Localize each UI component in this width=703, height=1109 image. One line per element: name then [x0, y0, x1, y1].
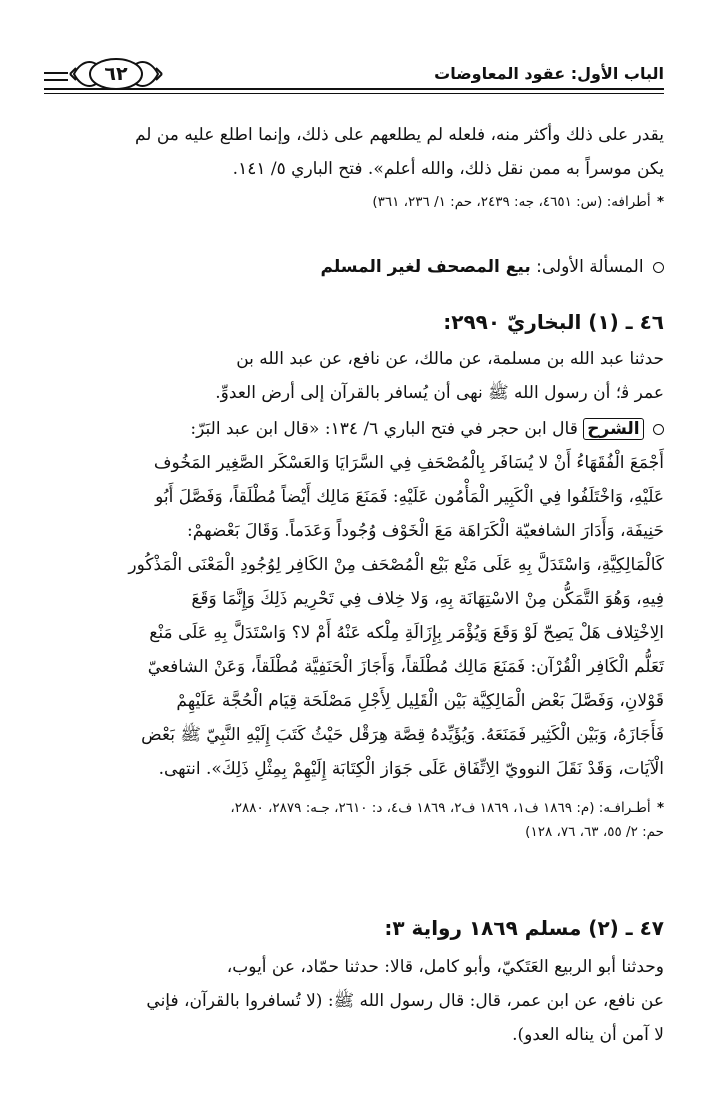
- sharh-line: الْآيَات، وَقَدْ نَقَلَ النوويّ الِاتِّفَاق عَلَى جَوَاز الْكِتَابَة إِلَيْهِمْ بِمِثْلِ ذَلِكَ». انتهى.: [158, 759, 664, 779]
- running-title: الباب الأول: عقود المعاوضات: [434, 64, 664, 83]
- header-rule: [44, 88, 664, 96]
- hadith-line: عمر ﭬ؛ أن رسول الله ﷺ نهى أن يُسافر بالقرآن إلى أرض العدوِّ.: [215, 383, 664, 403]
- sharh-line: أَجْمَعَ الْفُقَهَاءُ أَنْ لا يُسَافَر بِالْمُصْحَفِ فِي السَّرَايَا وَالعَسْكَر الصَّغِير المَخُوف: [153, 453, 664, 473]
- hadith-46: [44, 304, 664, 410]
- sharh-first-line: [44, 412, 664, 446]
- hadith-line: لا آمن أن يناله العدو).: [512, 1025, 664, 1045]
- sharh-label: الشرح: [583, 418, 643, 440]
- page: [44, 0, 664, 1109]
- intro-section: [44, 118, 664, 214]
- intro-atraf: [44, 190, 664, 214]
- sharh-line: تَعَلُّم الْكَافِر الْقُرْآن: فَمَنَعَ مَالِك مُطْلَقاً، وَأَجَازَ الْحَنَفِيَّة مُطْلَقاً، وَعَنْ الشافعيّ: [147, 657, 664, 677]
- sharh-line: فِيهِ، وَهُوَ التَّمَكُّن مِنْ الاسْتِهَانَة بِهِ، وَلا خِلاف فِي تَحْرِيم ذَلِكَ وَإِنَّمَا وَقَعَ: [191, 589, 664, 609]
- atraf-text-2: حم: ٢/ ٥٥، ٦٣، ٧٦، ١٢٨): [525, 824, 664, 840]
- sharh-atraf: [44, 796, 664, 820]
- intro-line: يقدر على ذلك وأكثر منه، فلعله لم يطلعهم على ذلك، وإنما اطلع عليه من لم: [134, 125, 664, 145]
- atraf-text: أطرافه: (س: ٤٦٥١، جه: ٢٤٣٩، حم: ١/ ٢٣٦، ٣٦١): [372, 194, 651, 210]
- sharh-line: فَأَجَازَهُ، وَبَيْن الْكَثِير فَمَنَعَهُ. وَيُؤَيِّدهُ قِصَّة هِرَقْل حَيْثُ كَتَبَ إِلَيْهِ النَّبِيّ ﷺ بَعْض: [141, 725, 664, 745]
- hadith-line: وحدثنا أبو الربيع العَتَكيّ، وأبو كامل، قالا: حدثنا حمّاد، عن أيوب،: [226, 957, 664, 977]
- hadith-47: [44, 910, 664, 1052]
- star-icon: *: [656, 800, 664, 816]
- page-header: [44, 54, 664, 106]
- sharh-section: [44, 412, 664, 844]
- star-icon: *: [656, 194, 664, 210]
- hadith-line: حدثنا عبد الله بن مسلمة، عن مالك، عن نافع، عن عبد الله بن: [236, 349, 664, 369]
- hadith-title: ٤٦ ـ (١) البخاريّ ٢٩٩٠:: [443, 310, 664, 334]
- masala-title: بيع المصحف لغير المسلم: [320, 257, 531, 277]
- sharh-line: عَلَيْهِ، وَاخْتَلَفُوا فِي الْكَبِير الْمَأْمُون عَلَيْهِ: فَمَنَعَ مَالِك أَيْضاً مُطْلَقاً، وَفَصَّلَ أَبُو: [155, 487, 664, 507]
- atraf-text: أطـرافـه: (م: ١٨٦٩ ف١، ١٨٦٩ ف٢، ١٨٦٩ ف٤، د: ٢٦١٠، جـه: ٢٨٧٩، ٢٨٨٠،: [230, 800, 651, 816]
- circle-bullet-icon: [653, 424, 664, 435]
- sharh-line: قَوْلانِ، وَفَصَّلَ بَعْض الْمَالِكِيَّة بَيْن الْقَلِيل لِأَجْلِ مَصْلَحَة قِيَام الْحُجَّة عَلَيْهِمْ: [176, 691, 664, 711]
- intro-line: يكن موسراً به ممن نقل ذلك، والله أعلم». فتح الباري ٥/ ١٤١.: [232, 159, 664, 179]
- sharh-line: قال ابن حجر في فتح الباري ٦/ ١٣٤: «قال ابن عبد البَرّ:: [190, 419, 578, 439]
- masala-prefix: المسألة الأولى:: [536, 257, 644, 277]
- sharh-line: كَالْمَالِكِيَّةِ، وَاسْتَدَلَّ بِهِ عَلَى مَنْع بَيْع الْمُصْحَف مِنْ الكَافِر لِوُجُودِ الْمَعْنَى الْمَذْكُور: [128, 555, 664, 575]
- hadith-line: عن نافع، عن ابن عمر، قال: قال رسول الله ﷺ: (لا تُسافروا بالقرآن، فإني: [146, 991, 664, 1011]
- sharh-line: الِاخْتِلاف هَلْ يَصِحّ لَوْ وَقَعَ وَيُؤْمَر بِإِزَالَةِ مِلْكه عَنْهُ أَمْ لا؟ وَاسْتَدَلَّ بِهِ عَلَى مَنْع: [149, 623, 664, 643]
- sharh-line: حَنِيفَة، وَأَدَارَ الشافعيّة الْكَرَاهَة مَعَ الْخَوْف وُجُوداً وَعَدَماً. وَقَالَ بَعْضهمْ:: [187, 521, 664, 541]
- hadith-title: ٤٧ ـ (٢) مسلم ١٨٦٩ رواية ٣:: [384, 916, 664, 940]
- masala-heading: [44, 252, 664, 282]
- circle-bullet-icon: [653, 262, 664, 273]
- header-dash-marks: [44, 72, 68, 86]
- page-number: ٦٢: [104, 63, 128, 85]
